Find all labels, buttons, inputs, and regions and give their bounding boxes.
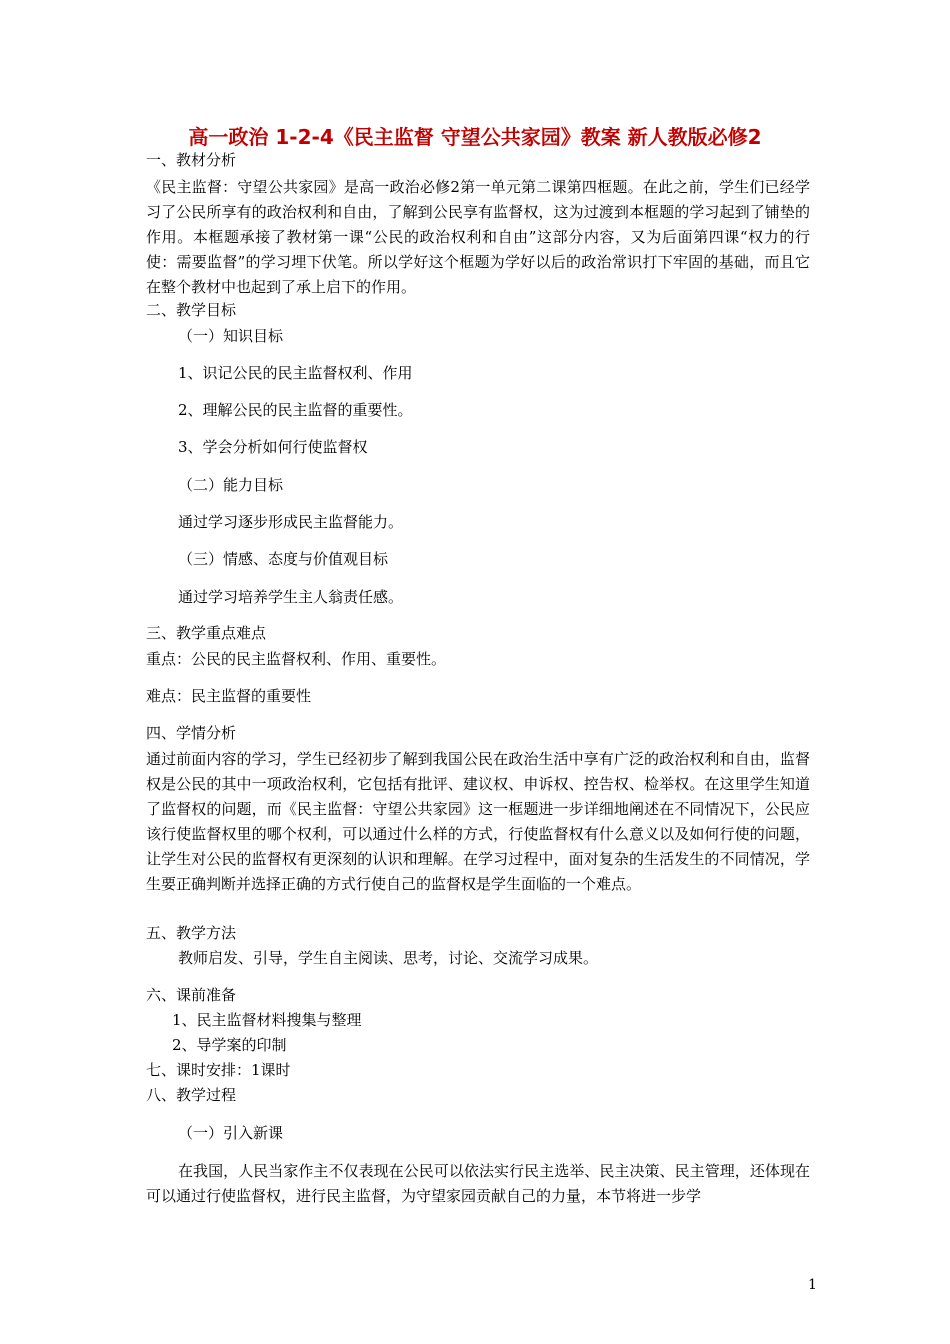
paragraph-textbook-analysis [146,175,810,300]
list-item-preparation-2: 2、导学案的印制 [172,1036,287,1054]
list-item-knowledge-2: 2、理解公民的民主监督的重要性。 [178,401,413,419]
subheading-emotion-goals: （三）情感、态度与价值观目标 [178,550,389,568]
section-heading-preparation: 六、课前准备 [146,986,237,1004]
section-heading-teaching-process: 八、教学过程 [146,1086,237,1104]
section-heading-learning-analysis: 四、学情分析 [146,724,237,742]
text-ability-goal: 通过学习逐步形成民主监督能力。 [178,513,404,531]
subheading-knowledge-goals: （一）知识目标 [178,327,284,345]
text-key-point: 重点：公民的民主监督权利、作用、重要性。 [146,650,447,668]
paragraph-text: 《民主监督：守望公共家园》是高一政治必修2第一单元第二课第四框题。在此之前，学生们已经学习了公民所享有的政治权利和自由，了解到公民享有监督权，这为过渡到本框题的学习起到了铺垫的作用。本框题承接了教材第一课“公民的政治权利和自由”这部分内容，又为后面第四课“权力的行使：需要监督”的学习埋下伏笔。所以学好这个框题为学好以后的政治常识打下牢固的基础，而且它在整个教材中也起到了承上启下的作用。 [146,178,810,296]
paragraph-text: 在我国，人民当家作主不仅表现在公民可以依法实行民主选举、民主决策、民主管理，还体现在可以通过行使监督权，进行民主监督，为守望家园贡献自己的力量，本节将进一步学 [146,1162,810,1205]
paragraph-text: 通过前面内容的学习，学生已经初步了解到我国公民在政治生活中享有广泛的政治权利和自由，监督权是公民的其中一项政治权利，它包括有批评、建议权、申诉权、控告权、检举权。在这里学生知道了监督权的问题，而《民主监督：守望公共家园》这一框题进一步详细地阐述在不同情况下，公民应该行使监督权里的哪个权利，可以通过什么样的方式，行使监督权有什么意义以及如何行使的问题，让学生对公民的监督权有更深刻的认识和理解。在学习过程中，面对复杂的生活发生的不同情况，学生要正确判断并选择正确的方式行使自己的监督权是学生面临的一个难点。 [146,750,810,893]
section-heading-teaching-goals: 二、教学目标 [146,301,237,319]
section-heading-textbook-analysis: 一、教材分析 [146,151,237,169]
paragraph-learning-analysis [146,747,810,897]
section-heading-key-points: 三、教学重点难点 [146,624,267,642]
subheading-ability-goals: （二）能力目标 [178,476,284,494]
text-emotion-goal: 通过学习培养学生主人翁责任感。 [178,588,404,606]
text-teaching-methods: 教师启发、引导，学生自主阅读、思考，讨论、交流学习成果。 [178,949,599,967]
document-title: 高一政治 1-2-4《民主监督 守望公共家园》教案 新人教版必修2 [188,125,762,149]
page-number: 1 [808,1277,817,1293]
section-heading-teaching-methods: 五、教学方法 [146,924,237,942]
section-heading-schedule: 七、课时安排：1课时 [146,1061,291,1079]
subheading-introduction: （一）引入新课 [178,1124,284,1142]
paragraph-introduction [146,1159,810,1209]
list-item-knowledge-1: 1、识记公民的民主监督权利、作用 [178,364,413,382]
text-difficult-point: 难点：民主监督的重要性 [146,687,312,705]
list-item-knowledge-3: 3、学会分析如何行使监督权 [178,438,368,456]
list-item-preparation-1: 1、民主监督材料搜集与整理 [172,1011,362,1029]
